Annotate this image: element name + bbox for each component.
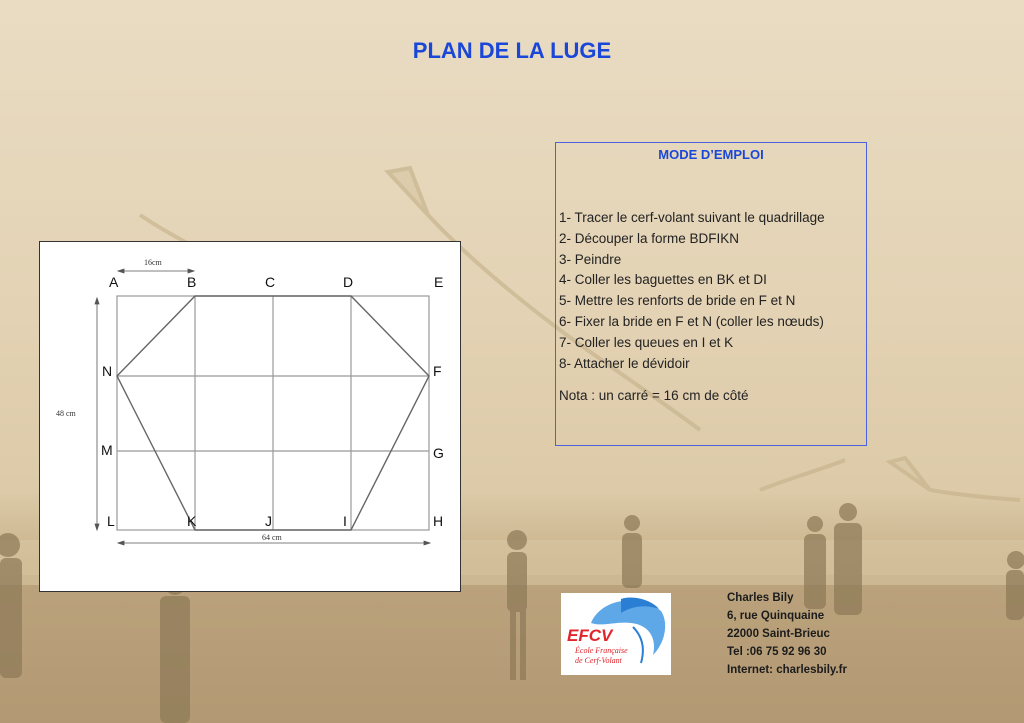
point-c-label: C [265, 274, 276, 290]
contact-city: 22000 Saint-Brieuc [727, 628, 830, 640]
contact-block [727, 589, 847, 679]
point-j-label: J [265, 513, 272, 529]
point-a-label: A [109, 274, 119, 290]
point-f-label: F [433, 363, 442, 379]
note-text: Nota : un carré = 16 cm de côté [559, 388, 749, 404]
step-item: 1- Tracer le cerf-volant suivant le quadrillage [559, 210, 825, 225]
point-e-label: E [434, 274, 444, 290]
kite-plan-diagram [39, 241, 461, 592]
point-i-label: I [343, 513, 347, 529]
step-item: 2- Découper la forme BDFIKN [559, 230, 740, 246]
instructions-box [555, 142, 867, 446]
efcv-logo [561, 593, 671, 675]
point-m-label: M [101, 442, 113, 458]
point-d-label: D [343, 274, 354, 290]
step-item: 6- Fixer la bride en F et N (coller les nœuds) [559, 313, 824, 329]
point-n-label: N [102, 363, 113, 379]
logo-subtitle-2: de Cerf-Volant [575, 656, 622, 665]
step-item: 7- Coller les queues en I et K [559, 334, 734, 350]
contact-name: Charles Bily [727, 592, 794, 604]
logo-text: EFCV [567, 626, 613, 645]
dim-square-label: 16cm [144, 258, 162, 267]
contact-phone: Tel :06 75 92 96 30 [727, 646, 827, 658]
steps-list [556, 208, 866, 374]
dim-width-label: 64 cm [262, 533, 282, 542]
logo-subtitle-1: École Française [575, 646, 628, 655]
point-g-label: G [433, 445, 444, 461]
point-h-label: H [433, 513, 444, 529]
step-item: 5- Mettre les renforts de bride en F et N [559, 293, 796, 309]
contact-street: 6, rue Quinquaine [727, 610, 825, 622]
point-b-label: B [187, 274, 197, 290]
dim-height-label: 48 cm [56, 409, 76, 418]
step-item: 3- Peindre [559, 251, 622, 267]
step-item: 4- Coller les baguettes en BK et DI [559, 272, 767, 288]
step-item: 8- Attacher le dévidoir [559, 355, 690, 371]
point-l-label: L [107, 513, 115, 529]
instructions-heading: MODE D’EMPLOI [658, 147, 764, 162]
page-title: PLAN DE LA LUGE [412, 38, 612, 63]
point-k-label: K [187, 513, 197, 529]
contact-website[interactable]: Internet: charlesbily.fr [727, 664, 847, 676]
